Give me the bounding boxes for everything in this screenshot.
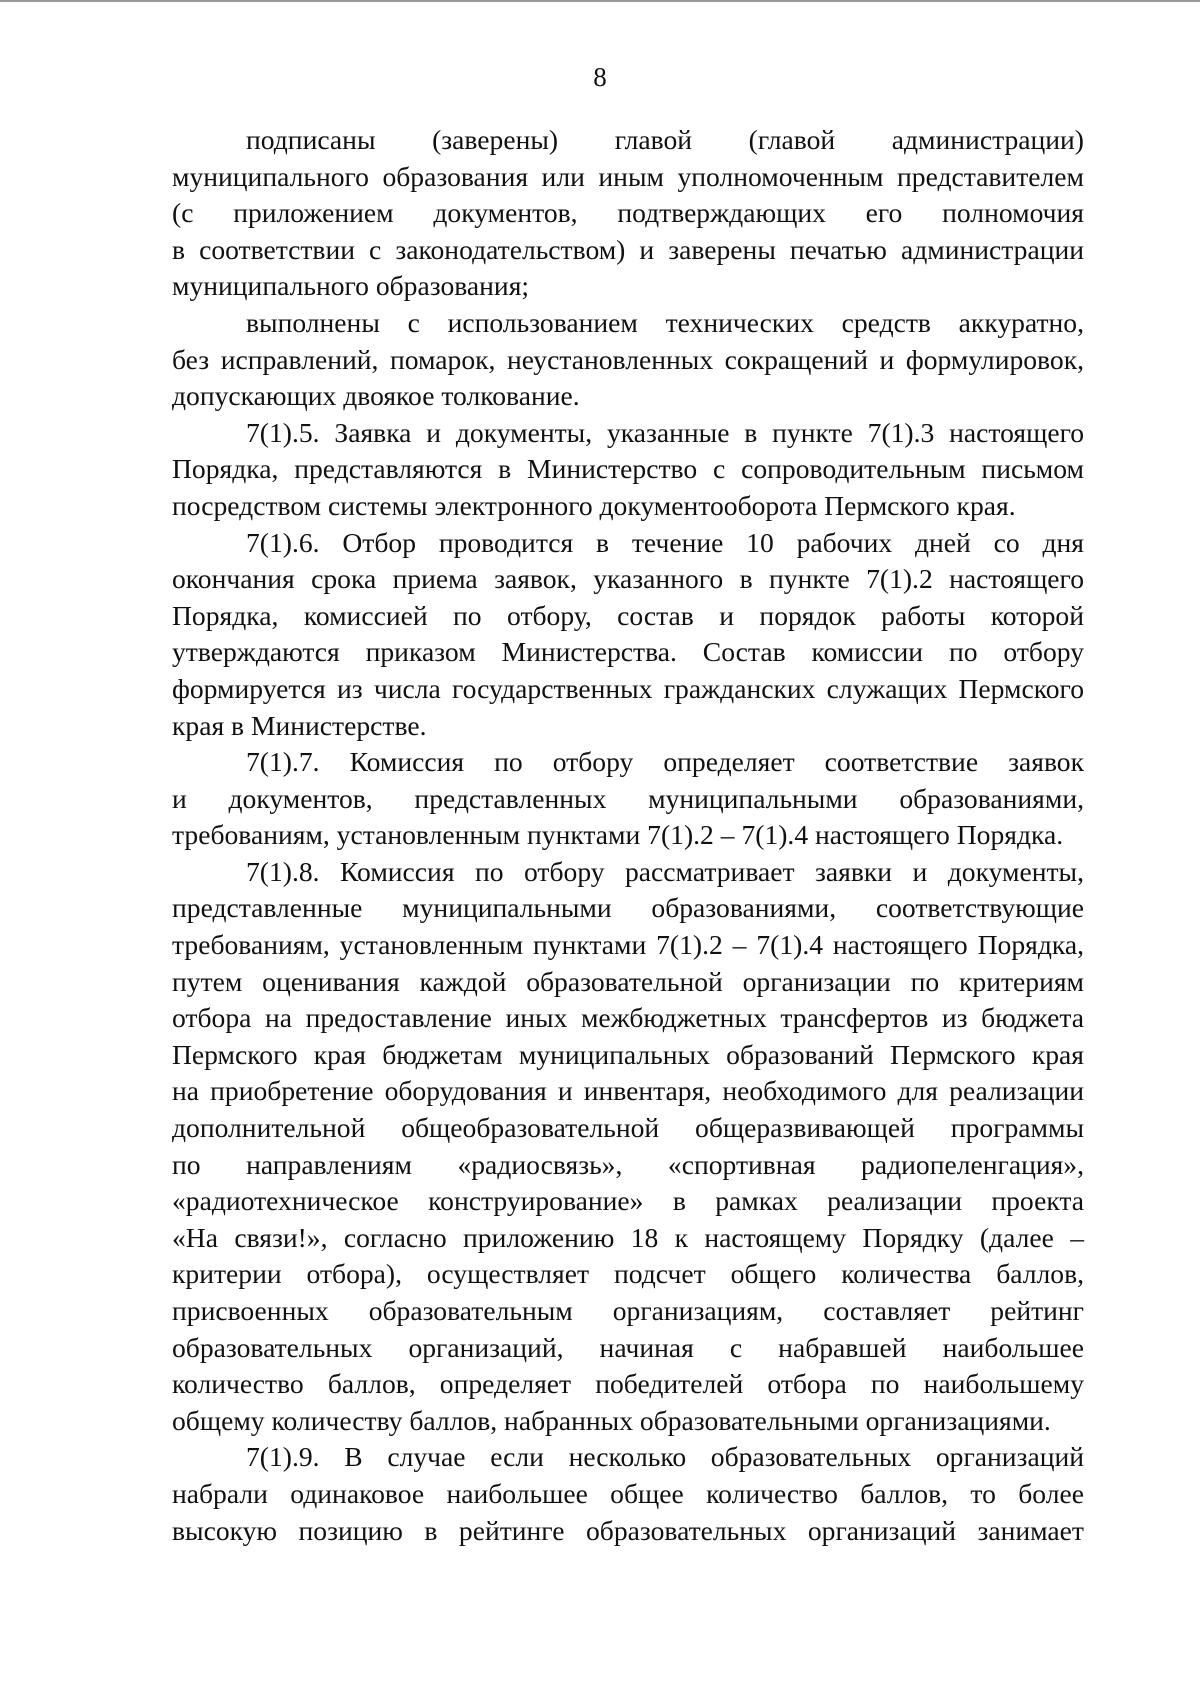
- text-line: «радиотехническое конструирование» в рамках реализации проекта: [172, 1185, 1084, 1217]
- text-line: без исправлений, помарок, неустановленных сокращений и формулировок,: [172, 343, 1084, 375]
- text-line: 7(1).7. Комиссия по отбору определяет соответствие заявок: [246, 746, 1084, 778]
- text-line: муниципального образования;: [172, 270, 530, 302]
- text-line: дополнительной общеобразовательной общеразвивающей программы: [172, 1112, 1084, 1144]
- text-line: количество баллов, определяет победителей отбора по наибольшему: [172, 1368, 1084, 1400]
- text-line: в соответствии с законодательством) и заверены печатью администрации: [172, 233, 1084, 265]
- text-line: края в Министерстве.: [172, 709, 427, 741]
- text-line: и документов, представленных муниципальными образованиями,: [172, 782, 1084, 814]
- paragraph: [172, 122, 1084, 305]
- text-line: представленные муниципальными образованиями, соответствующие: [172, 892, 1084, 924]
- text-line: требованиям, установленным пунктами 7(1).2 – 7(1).4 настоящего Порядка,: [172, 929, 1084, 961]
- text-line: высокую позицию в рейтинге образовательных организаций занимает: [172, 1514, 1084, 1546]
- text-line: формируется из числа государственных гражданских служащих Пермского: [172, 672, 1084, 704]
- paragraph: [172, 744, 1084, 854]
- paragraph: [172, 1439, 1084, 1549]
- text-line: Пермского края бюджетам муниципальных образований Пермского края: [172, 1038, 1084, 1070]
- text-line: требованиям, установленным пунктами 7(1).2 – 7(1).4 настоящего Порядка.: [172, 819, 1064, 851]
- text-line: Порядка, комиссией по отбору, состав и порядок работы которой: [172, 599, 1084, 631]
- text-line: утверждаются приказом Министерства. Состав комиссии по отбору: [172, 636, 1084, 668]
- text-line: образовательных организаций, начиная с набравшей наибольшее: [172, 1331, 1084, 1363]
- text-line: отбора на предоставление иных межбюджетных трансфертов из бюджета: [172, 1002, 1084, 1034]
- page-number: 8: [593, 62, 607, 92]
- text-line: муниципального образования или иным уполномоченным представителем: [172, 160, 1084, 192]
- text-line: допускающих двоякое толкование.: [172, 380, 580, 412]
- text-line: 7(1).8. Комиссия по отбору рассматривает заявки и документы,: [246, 855, 1084, 887]
- text-line: по направлениям «радиосвязь», «спортивная радиопеленгация»,: [172, 1148, 1084, 1180]
- text-line: критерии отбора), осуществляет подсчет общего количества баллов,: [172, 1258, 1084, 1290]
- paragraph: [172, 415, 1084, 525]
- text-line: присвоенных образовательным организациям, составляет рейтинг: [172, 1295, 1084, 1326]
- text-line: 7(1).9. В случае если несколько образовательных организаций: [246, 1441, 1084, 1473]
- text-line: подписаны (заверены) главой (главой администрации): [246, 124, 1084, 155]
- text-line: путем оценивания каждой образовательной организации по критериям: [172, 965, 1084, 997]
- text-line: Порядка, представляются в Министерство с сопроводительным письмом: [172, 453, 1084, 485]
- text-line: 7(1).5. Заявка и документы, указанные в пункте 7(1).3 настоящего: [246, 416, 1084, 448]
- paragraph: [172, 305, 1084, 415]
- text-line: «На связи!», согласно приложению 18 к настоящему Порядку (далее –: [172, 1221, 1084, 1253]
- text-line: на приобретение оборудования и инвентаря, необходимого для реализации: [172, 1075, 1084, 1107]
- text-line: выполнены с использованием технических средств аккуратно,: [246, 306, 1084, 338]
- text-line: общему количеству баллов, набранных образовательными организациями.: [172, 1404, 1051, 1436]
- text-line: (с приложением документов, подтверждающих его полномочия: [172, 197, 1084, 229]
- text-line: посредством системы электронного документооборота Пермского края.: [172, 489, 1016, 521]
- text-line: набрали одинаковое наибольшее общее количество баллов, то более: [172, 1477, 1084, 1509]
- paragraph: [172, 525, 1084, 745]
- document-body: [172, 122, 1084, 1549]
- text-line: 7(1).6. Отбор проводится в течение 10 рабочих дней со дня: [246, 526, 1084, 558]
- paragraph: [172, 854, 1084, 1440]
- page-top-edge: [0, 0, 1200, 2]
- text-line: окончания срока приема заявок, указанного в пункте 7(1).2 настоящего: [172, 563, 1084, 595]
